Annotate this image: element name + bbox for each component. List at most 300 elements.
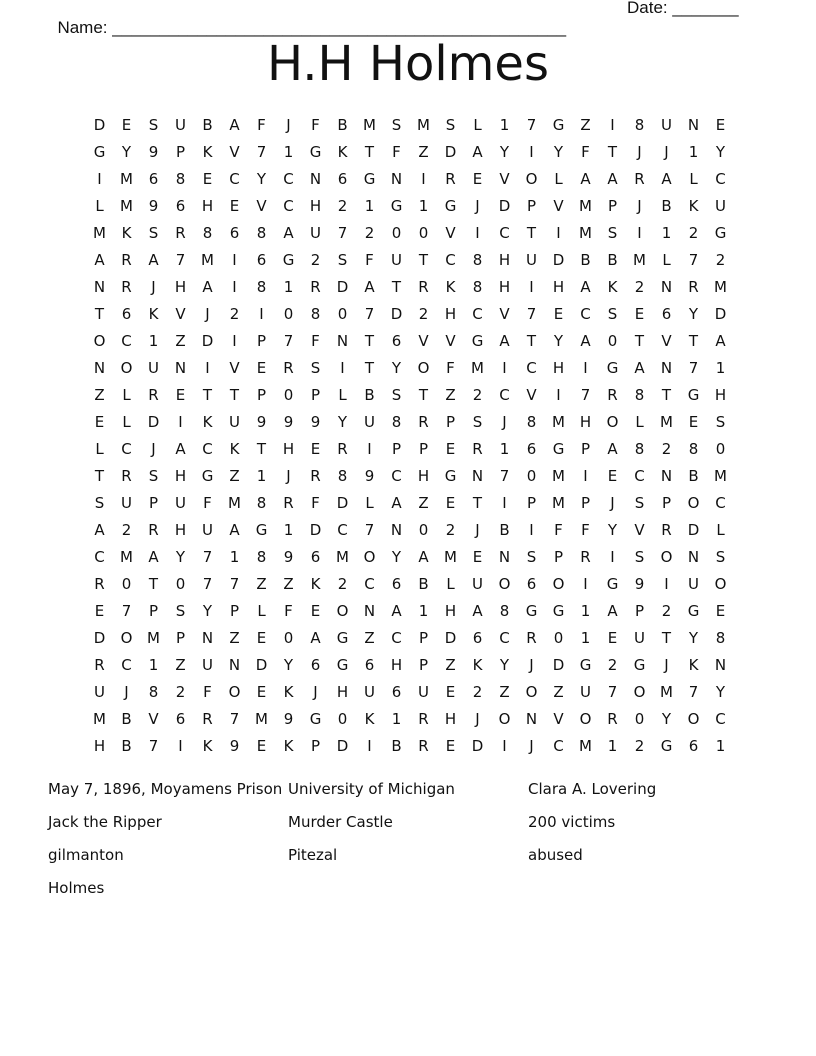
grid-letter: 6 bbox=[229, 224, 240, 242]
grid-letter: G bbox=[687, 602, 700, 620]
grid-letter: I bbox=[664, 575, 669, 593]
grid-letter: L bbox=[257, 602, 266, 620]
grid-letter: V bbox=[553, 710, 564, 728]
grid-letter: H bbox=[174, 467, 187, 485]
grid-letter: F bbox=[446, 359, 455, 377]
grid-letter: L bbox=[338, 386, 347, 404]
grid-letter: E bbox=[715, 602, 726, 620]
grid-letter: O bbox=[633, 683, 646, 701]
grid-letter: 9 bbox=[283, 413, 294, 431]
grid-letter: 6 bbox=[175, 197, 186, 215]
grid-letter: T bbox=[526, 332, 537, 350]
grid-letter: 1 bbox=[229, 548, 240, 566]
grid-letter: 0 bbox=[283, 386, 294, 404]
grid-letter: 7 bbox=[580, 386, 591, 404]
grid-letter: I bbox=[556, 386, 561, 404]
grid-letter: H bbox=[552, 359, 565, 377]
grid-letter: E bbox=[175, 386, 186, 404]
grid-letter: O bbox=[417, 359, 430, 377]
grid-letter: K bbox=[283, 737, 294, 755]
grid-letter: V bbox=[499, 305, 510, 323]
grid-letter: P bbox=[607, 197, 618, 215]
grid-letter: R bbox=[607, 710, 618, 728]
grid-letter: I bbox=[502, 737, 507, 755]
grid-letter: P bbox=[256, 386, 267, 404]
grid-letter: N bbox=[390, 521, 403, 539]
date-label: Date: _______ bbox=[627, 0, 739, 17]
grid-letter: R bbox=[580, 548, 591, 566]
grid-letter: R bbox=[94, 656, 105, 674]
grid-letter: A bbox=[607, 170, 618, 188]
grid-letter: Z bbox=[580, 116, 591, 134]
grid-letter: Z bbox=[445, 386, 456, 404]
grid-letter: 0 bbox=[634, 710, 645, 728]
grid-letter: 8 bbox=[202, 224, 213, 242]
grid-letter: H bbox=[336, 683, 349, 701]
grid-letter: M bbox=[228, 494, 241, 512]
grid-letter: N bbox=[93, 359, 106, 377]
grid-letter: 8 bbox=[472, 278, 483, 296]
grid-letter: L bbox=[554, 170, 563, 188]
grid-letter: 6 bbox=[688, 737, 699, 755]
grid-letter: G bbox=[687, 386, 700, 404]
word-list-item: abused bbox=[528, 846, 583, 864]
grid-letter: Y bbox=[499, 143, 510, 161]
grid-letter: D bbox=[309, 521, 322, 539]
grid-letter: N bbox=[336, 332, 349, 350]
grid-letter: M bbox=[660, 413, 673, 431]
grid-letter: A bbox=[283, 224, 294, 242]
grid-letter: S bbox=[148, 467, 159, 485]
grid-letter: L bbox=[446, 575, 455, 593]
grid-letter: 8 bbox=[688, 440, 699, 458]
grid-letter: F bbox=[203, 683, 212, 701]
grid-letter: I bbox=[259, 305, 264, 323]
grid-letter: E bbox=[445, 737, 456, 755]
grid-letter: M bbox=[120, 548, 133, 566]
grid-letter: H bbox=[444, 602, 457, 620]
grid-letter: N bbox=[687, 116, 700, 134]
grid-letter: P bbox=[175, 143, 186, 161]
grid-letter: A bbox=[148, 251, 159, 269]
grid-letter: C bbox=[391, 467, 402, 485]
grid-letter: K bbox=[229, 440, 240, 458]
grid-letter: L bbox=[95, 197, 104, 215]
grid-letter: D bbox=[471, 737, 484, 755]
grid-letter: U bbox=[148, 359, 159, 377]
grid-letter: Z bbox=[175, 332, 186, 350]
grid-letter: 1 bbox=[580, 602, 591, 620]
grid-letter: K bbox=[337, 143, 348, 161]
word-list-item: Jack the Ripper bbox=[48, 813, 162, 831]
grid-letter: 9 bbox=[283, 548, 294, 566]
grid-letter: B bbox=[337, 116, 348, 134]
grid-letter: M bbox=[93, 710, 106, 728]
grid-letter: P bbox=[418, 656, 429, 674]
grid-letter: S bbox=[607, 305, 618, 323]
grid-letter: C bbox=[499, 386, 510, 404]
grid-letter: E bbox=[256, 737, 267, 755]
grid-letter: D bbox=[444, 143, 457, 161]
grid-letter: 8 bbox=[526, 413, 537, 431]
grid-letter: R bbox=[94, 575, 105, 593]
grid-letter: S bbox=[607, 224, 618, 242]
grid-letter: 2 bbox=[715, 251, 726, 269]
grid-letter: 8 bbox=[634, 116, 645, 134]
grid-letter: H bbox=[390, 656, 403, 674]
grid-letter: D bbox=[336, 737, 349, 755]
grid-letter: 7 bbox=[229, 575, 240, 593]
grid-letter: 2 bbox=[634, 278, 645, 296]
grid-letter: U bbox=[94, 683, 105, 701]
grid-letter: P bbox=[148, 494, 159, 512]
grid-letter: A bbox=[310, 629, 321, 647]
grid-letter: U bbox=[364, 683, 375, 701]
grid-letter: L bbox=[662, 251, 671, 269]
grid-letter: N bbox=[228, 656, 241, 674]
word-list-item: gilmanton bbox=[48, 846, 124, 864]
grid-letter: 7 bbox=[499, 467, 510, 485]
grid-letter: P bbox=[445, 413, 456, 431]
grid-letter: C bbox=[634, 467, 645, 485]
grid-letter: E bbox=[688, 413, 699, 431]
grid-letter: M bbox=[579, 224, 592, 242]
grid-letter: 7 bbox=[283, 332, 294, 350]
grid-letter: F bbox=[203, 494, 212, 512]
grid-letter: B bbox=[121, 710, 132, 728]
grid-letter: Z bbox=[256, 575, 267, 593]
grid-letter: I bbox=[178, 737, 183, 755]
grid-letter: T bbox=[607, 143, 618, 161]
grid-letter: U bbox=[202, 656, 213, 674]
grid-letter: 1 bbox=[661, 224, 672, 242]
grid-letter: I bbox=[232, 251, 237, 269]
grid-letter: 8 bbox=[337, 467, 348, 485]
grid-letter: R bbox=[418, 413, 429, 431]
name-label: Name: ________________________________________________ bbox=[57, 18, 567, 37]
grid-letter: A bbox=[472, 143, 483, 161]
grid-letter: A bbox=[391, 602, 402, 620]
grid-letter: F bbox=[392, 143, 401, 161]
grid-letter: P bbox=[175, 629, 186, 647]
grid-letter: N bbox=[525, 710, 538, 728]
grid-letter: D bbox=[714, 305, 727, 323]
grid-letter: A bbox=[391, 494, 402, 512]
grid-letter: N bbox=[174, 359, 187, 377]
grid-letter: I bbox=[529, 278, 534, 296]
word-list-item: Pitezal bbox=[288, 846, 338, 864]
grid-letter: A bbox=[94, 251, 105, 269]
grid-letter: M bbox=[579, 197, 592, 215]
grid-letter: J bbox=[286, 467, 291, 485]
grid-letter: H bbox=[93, 737, 106, 755]
grid-letter: N bbox=[201, 629, 214, 647]
grid-letter: P bbox=[391, 440, 402, 458]
grid-letter: I bbox=[502, 494, 507, 512]
grid-letter: M bbox=[552, 467, 565, 485]
grid-letter: B bbox=[418, 575, 429, 593]
grid-letter: T bbox=[418, 386, 429, 404]
grid-letter: Z bbox=[283, 575, 294, 593]
word-list-item: Murder Castle bbox=[288, 813, 393, 831]
grid-letter: C bbox=[337, 521, 348, 539]
grid-letter: V bbox=[553, 197, 564, 215]
grid-letter: T bbox=[364, 332, 375, 350]
grid-letter: O bbox=[498, 575, 511, 593]
grid-letter: F bbox=[365, 251, 374, 269]
grid-letter: G bbox=[309, 710, 322, 728]
grid-letter: Z bbox=[94, 386, 105, 404]
grid-letter: M bbox=[633, 251, 646, 269]
grid-letter: U bbox=[391, 251, 402, 269]
grid-letter: P bbox=[310, 386, 321, 404]
grid-letter: O bbox=[579, 710, 592, 728]
grid-letter: 6 bbox=[175, 710, 186, 728]
grid-letter: B bbox=[688, 467, 699, 485]
grid-letter: L bbox=[365, 494, 374, 512]
grid-letter: 9 bbox=[310, 413, 321, 431]
grid-letter: M bbox=[201, 251, 214, 269]
grid-letter: H bbox=[282, 440, 295, 458]
grid-letter: D bbox=[444, 629, 457, 647]
grid-letter: T bbox=[94, 305, 105, 323]
grid-letter: H bbox=[174, 278, 187, 296]
grid-letter: I bbox=[583, 575, 588, 593]
grid-letter: K bbox=[202, 737, 213, 755]
grid-letter: N bbox=[93, 278, 106, 296]
grid-letter: 0 bbox=[337, 305, 348, 323]
grid-letter: R bbox=[310, 278, 321, 296]
grid-letter: J bbox=[124, 683, 129, 701]
grid-letter: 2 bbox=[607, 656, 618, 674]
grid-letter: M bbox=[255, 710, 268, 728]
grid-letter: B bbox=[202, 116, 213, 134]
grid-letter: T bbox=[526, 224, 537, 242]
grid-letter: 2 bbox=[310, 251, 321, 269]
grid-letter: F bbox=[581, 521, 590, 539]
grid-letter: 1 bbox=[715, 737, 726, 755]
grid-letter: S bbox=[310, 359, 321, 377]
grid-letter: S bbox=[94, 494, 105, 512]
grid-letter: 8 bbox=[634, 440, 645, 458]
grid-letter: L bbox=[95, 440, 104, 458]
grid-letter: A bbox=[715, 332, 726, 350]
grid-letter: A bbox=[472, 602, 483, 620]
grid-letter: G bbox=[714, 224, 727, 242]
grid-letter: E bbox=[256, 683, 267, 701]
grid-letter: Y bbox=[661, 710, 672, 728]
grid-letter: 6 bbox=[121, 305, 132, 323]
grid-letter: C bbox=[94, 548, 105, 566]
grid-letter: 1 bbox=[364, 197, 375, 215]
grid-letter: A bbox=[499, 332, 510, 350]
grid-letter: Z bbox=[175, 656, 186, 674]
grid-letter: E bbox=[256, 359, 267, 377]
grid-letter: C bbox=[499, 224, 510, 242]
grid-letter: S bbox=[634, 494, 645, 512]
grid-letter: Y bbox=[688, 629, 699, 647]
grid-letter: G bbox=[471, 332, 484, 350]
grid-letter: Z bbox=[418, 494, 429, 512]
grid-letter: R bbox=[526, 629, 537, 647]
grid-letter: F bbox=[284, 602, 293, 620]
grid-letter: 1 bbox=[148, 332, 159, 350]
grid-letter: 0 bbox=[175, 575, 186, 593]
grid-letter: O bbox=[228, 683, 241, 701]
grid-letter: D bbox=[147, 413, 160, 431]
grid-letter: D bbox=[93, 629, 106, 647]
grid-letter: 2 bbox=[661, 602, 672, 620]
grid-letter: M bbox=[444, 548, 457, 566]
grid-letter: S bbox=[715, 413, 726, 431]
grid-letter: 0 bbox=[283, 629, 294, 647]
grid-letter: 6 bbox=[391, 332, 402, 350]
grid-letter: H bbox=[309, 197, 322, 215]
grid-letter: T bbox=[661, 386, 672, 404]
grid-letter: G bbox=[606, 575, 619, 593]
grid-letter: 1 bbox=[580, 629, 591, 647]
grid-letter: P bbox=[580, 494, 591, 512]
grid-letter: 1 bbox=[283, 143, 294, 161]
grid-letter: T bbox=[472, 494, 483, 512]
grid-letter: U bbox=[688, 575, 699, 593]
grid-letter: E bbox=[445, 494, 456, 512]
grid-letter: J bbox=[637, 197, 642, 215]
grid-letter: R bbox=[283, 359, 294, 377]
grid-letter: K bbox=[607, 278, 618, 296]
grid-letter: 6 bbox=[391, 575, 402, 593]
grid-letter: 6 bbox=[310, 548, 321, 566]
grid-letter: S bbox=[148, 224, 159, 242]
grid-letter: S bbox=[445, 116, 456, 134]
grid-letter: O bbox=[660, 548, 673, 566]
grid-letter: N bbox=[309, 170, 322, 188]
grid-letter: S bbox=[337, 251, 348, 269]
grid-letter: O bbox=[687, 710, 700, 728]
grid-letter: M bbox=[417, 116, 430, 134]
grid-letter: Z bbox=[553, 683, 564, 701]
grid-letter: U bbox=[526, 251, 537, 269]
grid-letter: U bbox=[364, 413, 375, 431]
grid-letter: 1 bbox=[148, 656, 159, 674]
grid-letter: C bbox=[229, 170, 240, 188]
grid-letter: L bbox=[716, 521, 725, 539]
grid-letter: 0 bbox=[526, 467, 537, 485]
grid-letter: Y bbox=[607, 521, 618, 539]
grid-letter: R bbox=[607, 386, 618, 404]
grid-letter: Y bbox=[283, 656, 294, 674]
grid-letter: 9 bbox=[283, 710, 294, 728]
grid-letter: Y bbox=[121, 143, 132, 161]
grid-letter: A bbox=[202, 278, 213, 296]
grid-letter: G bbox=[309, 143, 322, 161]
grid-letter: 7 bbox=[256, 143, 267, 161]
word-list bbox=[48, 778, 768, 910]
grid-letter: P bbox=[148, 602, 159, 620]
grid-letter: E bbox=[229, 197, 240, 215]
grid-letter: 7 bbox=[607, 683, 618, 701]
grid-letter: T bbox=[148, 575, 159, 593]
grid-letter: 8 bbox=[310, 305, 321, 323]
grid-letter: A bbox=[418, 548, 429, 566]
grid-letter: C bbox=[580, 305, 591, 323]
grid-letter: J bbox=[664, 656, 669, 674]
grid-letter: S bbox=[634, 548, 645, 566]
word-search-grid bbox=[86, 114, 734, 762]
grid-letter: I bbox=[178, 413, 183, 431]
grid-letter: R bbox=[634, 170, 645, 188]
grid-letter: N bbox=[498, 548, 511, 566]
grid-letter: H bbox=[714, 386, 727, 404]
grid-letter: 2 bbox=[337, 197, 348, 215]
grid-letter: U bbox=[310, 224, 321, 242]
grid-letter: R bbox=[418, 710, 429, 728]
grid-letter: 9 bbox=[256, 413, 267, 431]
grid-letter: S bbox=[526, 548, 537, 566]
grid-letter: J bbox=[637, 143, 642, 161]
grid-letter: U bbox=[121, 494, 132, 512]
grid-letter: N bbox=[660, 467, 673, 485]
grid-letter: M bbox=[660, 683, 673, 701]
grid-letter: V bbox=[256, 197, 267, 215]
grid-letter: R bbox=[661, 521, 672, 539]
grid-letter: 6 bbox=[148, 170, 159, 188]
grid-letter: R bbox=[121, 251, 132, 269]
grid-letter: A bbox=[580, 278, 591, 296]
grid-letter: 6 bbox=[337, 170, 348, 188]
grid-letter: Z bbox=[499, 683, 510, 701]
grid-letter: E bbox=[202, 170, 213, 188]
grid-letter: R bbox=[445, 170, 456, 188]
grid-letter: G bbox=[201, 467, 214, 485]
grid-letter: D bbox=[336, 278, 349, 296]
grid-letter: G bbox=[255, 521, 268, 539]
grid-letter: Y bbox=[553, 143, 564, 161]
grid-letter: Y bbox=[337, 413, 348, 431]
grid-letter: U bbox=[661, 116, 672, 134]
grid-letter: C bbox=[283, 170, 294, 188]
grid-letter: H bbox=[552, 278, 565, 296]
grid-letter: T bbox=[688, 332, 699, 350]
grid-letter: T bbox=[364, 359, 375, 377]
grid-letter: I bbox=[610, 116, 615, 134]
grid-letter: E bbox=[607, 629, 618, 647]
grid-letter: N bbox=[660, 359, 673, 377]
grid-letter: I bbox=[232, 278, 237, 296]
grid-letter: M bbox=[552, 494, 565, 512]
grid-letter: J bbox=[502, 413, 507, 431]
grid-letter: Z bbox=[229, 629, 240, 647]
grid-letter: D bbox=[201, 332, 214, 350]
grid-letter: R bbox=[121, 467, 132, 485]
grid-letter: O bbox=[714, 575, 727, 593]
grid-letter: H bbox=[498, 251, 511, 269]
grid-letter: 0 bbox=[337, 710, 348, 728]
grid-letter: A bbox=[229, 116, 240, 134]
grid-letter: 1 bbox=[256, 467, 267, 485]
grid-letter: V bbox=[418, 332, 429, 350]
grid-letter: E bbox=[472, 170, 483, 188]
grid-letter: 2 bbox=[337, 575, 348, 593]
grid-letter: I bbox=[502, 359, 507, 377]
grid-letter: J bbox=[664, 143, 669, 161]
grid-letter: R bbox=[283, 494, 294, 512]
grid-letter: 9 bbox=[634, 575, 645, 593]
grid-letter: P bbox=[229, 602, 240, 620]
grid-letter: H bbox=[201, 197, 214, 215]
grid-letter: S bbox=[391, 116, 402, 134]
grid-letter: O bbox=[120, 629, 133, 647]
